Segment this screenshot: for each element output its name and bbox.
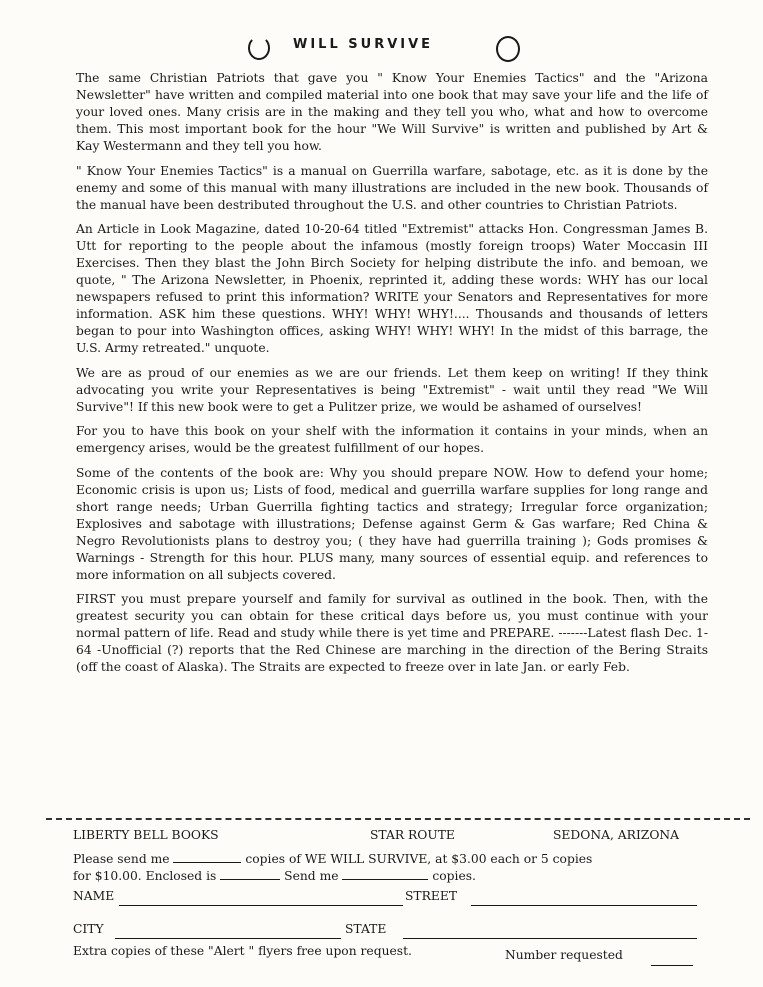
state-label: STATE [345,922,387,936]
state-field[interactable] [403,924,697,939]
send-label: Please send me [73,852,170,866]
publisher-route: STAR ROUTE [370,828,455,842]
city-field[interactable] [115,924,341,939]
city-label: CITY [73,922,104,936]
copies-label: copies of WE WILL SURVIVE, at $3.00 each or 5 copies [245,852,593,866]
send-me-label: Send me [284,869,339,883]
order-line-1 [73,850,703,868]
circle-we-mark [248,36,270,60]
order-line-2 [73,867,703,885]
publisher-location: SEDONA, ARIZONA [553,828,680,842]
paragraph-look-article: An Article in Look Magazine, dated 10-20-64 titled "Extremist" attacks Hon. Congressman James B. Utt for reporting to the people about the infamous (mostly foreign troops) Water Moccasin III Exercises. Then they blast the John Birch Society for helping distribute the info. and bemoan, we quote, " The Arizona Newsletter, in Phoenix, reprinted it, adding these words: WHY has our local newspapers refused to print this information? WRITE your Senators and Representatives for more information. ASK him these questions. WHY! WHY! WHY!.... Thousands and thousands of letters began to pour into Washington offices, asking WHY! WHY! WHY! In the midst of this barrage, the U.S. Army retreated." unquote. [76,222,708,355]
enclosed-blank[interactable] [220,867,280,880]
circle-mark [496,36,520,62]
street-label: STREET [405,889,458,903]
number-requested-field[interactable] [651,951,693,966]
paragraph-contents: Some of the contents of the book are: Why you should prepare NOW. How to defend your home; Economic crisis is upon us; Lists of food, medical and guerrilla warfare supplies for long range and short range needs; Urban Guerrilla fighting tactics and strategy; Irregular force organization; Explosives and sabotage with illustrations; Defense against Germ & Gas warfare; Red China & Negro Revolutionists plans to destroy you; ( they have had guerrilla training ); Gods promises & Warnings - Strength for this hour. PLUS many, many sources of essential equip. and references to more information on all subjects covered. [76,465,708,582]
street-field[interactable] [471,891,697,906]
name-label: NAME [73,889,115,903]
name-field[interactable] [119,891,403,906]
extra-copies-note: Extra copies of these "Alert " flyers free upon request. [73,944,412,958]
paragraph-shelf: For you to have this book on your shelf with the information it contains in your minds, when an emergency arises, would be the greatest fulfillment of our hopes. [76,424,708,455]
title-row [0,34,763,64]
cut-line [46,818,750,820]
paragraph-manual: " Know Your Enemies Tactics" is a manual on Guerrilla warfare, sabotage, etc. as it is done by the enemy and some of this manual with many illustrations are included in the new book. Thousands of the manual have been destributed throughout the U.S. and other countries to Christian Patriots. [76,163,708,212]
body-text [76,70,708,684]
paragraph-prepare: FIRST you must prepare yourself and family for survival as outlined in the book. Then, with the greatest security you can obtain for these critical days before us, you must continue with your normal pattern of life. Read and study while there is yet time and PREPARE. -------Latest flash Dec. 1-64 -Unofficial (?) reports that the Red Chinese are marching in the direction of the Bering Straits (off the coast of Alaska). The Straits are expected to freeze over in late Jan. or early Feb. [76,592,708,674]
number-requested-label: Number requested [505,948,623,962]
copies-end-label: copies. [432,869,476,883]
enclosed-label: for $10.00. Enclosed is [73,869,217,883]
publisher-name: LIBERTY BELL BOOKS [73,828,219,842]
order-header [73,828,703,846]
copies-blank[interactable] [173,850,241,863]
send-me-blank[interactable] [342,867,428,880]
paragraph-intro: The same Christian Patriots that gave you " Know Your Enemies Tactics" and the "Arizona Newsletter" have written and compiled material into one book that may save your life and the life of your loved ones. Many crisis are in the making and they tell you who, what and how to overcome them. This most important book for the hour "We Will Survive" is written and published by Art & Kay Westermann and they tell you how. [76,71,708,153]
paragraph-enemies: We are as proud of our enemies as we are our friends. Let them keep on writing! If they think advocating you write your Representatives is being "Extremist" - wait until they read "We Will Survive"! If this new book were to get a Pulitzer prize, we would be ashamed of ourselves! [76,365,708,414]
page-title: WILL SURVIVE [293,37,434,52]
